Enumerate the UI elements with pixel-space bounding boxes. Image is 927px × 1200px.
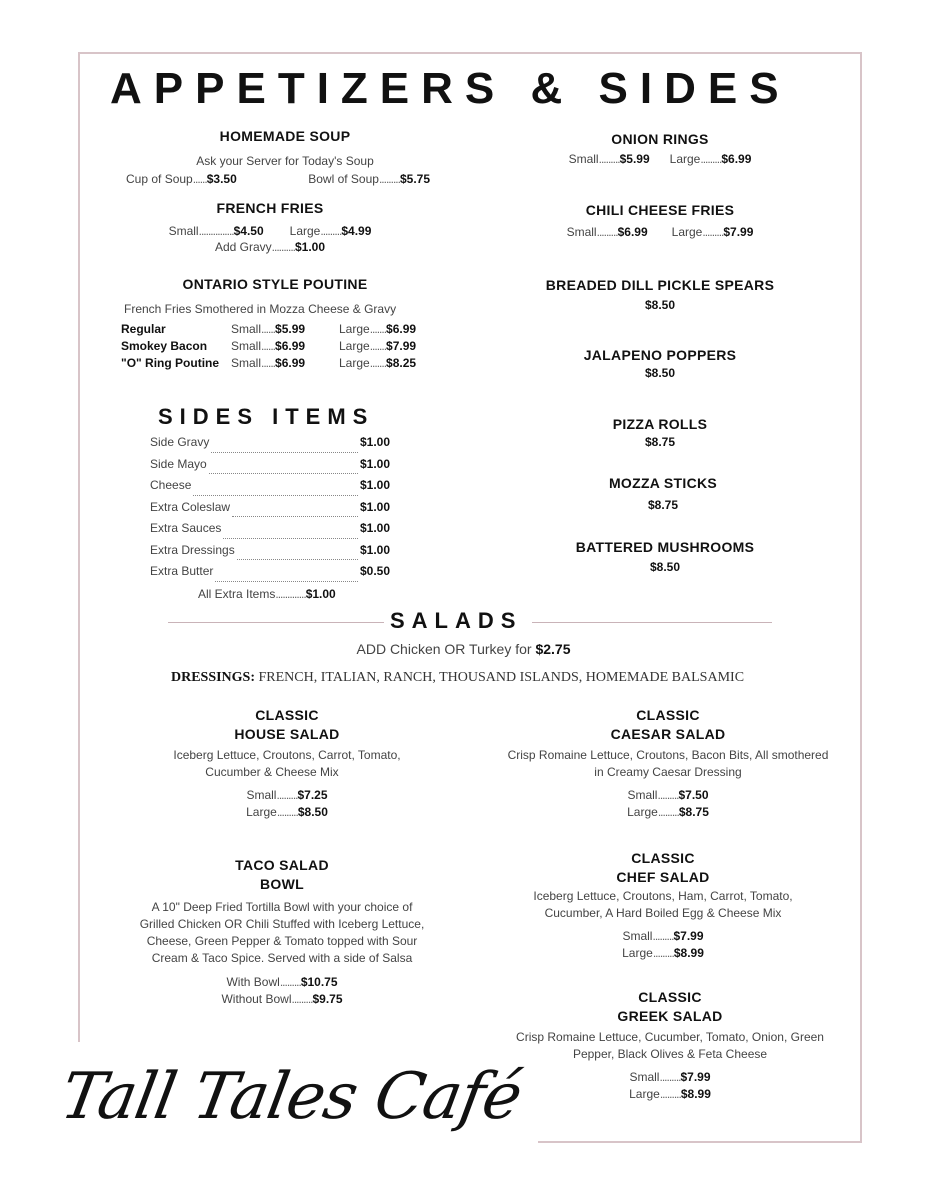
all-extra-label: All Extra Items xyxy=(198,587,276,601)
side-row xyxy=(150,435,390,457)
size-large: Large xyxy=(627,805,658,819)
dressings-line xyxy=(0,670,915,686)
gravy-label: Add Gravy xyxy=(214,240,272,254)
small-price: $7.50 xyxy=(678,788,709,802)
salad-desc: Iceberg Lettuce, Croutons, Carrot, Tomato, xyxy=(173,748,401,762)
side-row xyxy=(150,500,390,522)
french-fries xyxy=(110,200,430,254)
size-large: Large xyxy=(339,322,370,336)
size-large: Large xyxy=(246,805,277,819)
small-price: $7.25 xyxy=(297,788,328,802)
size-small: Small xyxy=(566,225,597,239)
without-bowl-price: $9.75 xyxy=(312,992,343,1006)
salad-desc: Iceberg Lettuce, Croutons, Ham, Carrot, Tomato, xyxy=(533,889,793,903)
size-small: Small xyxy=(231,356,262,370)
frame-top xyxy=(78,52,862,54)
small-row: Small.........$7.25 xyxy=(246,788,328,802)
size-large: Large xyxy=(671,225,703,239)
side-row xyxy=(150,457,390,479)
item-price: $8.75 xyxy=(644,435,676,449)
side-row xyxy=(150,543,390,565)
item-name: CHILI CHEESE FRIES xyxy=(585,202,735,218)
bowl-price: $5.75 xyxy=(399,172,430,186)
large-price: $4.99 xyxy=(341,224,372,238)
homemade-soup xyxy=(110,128,460,186)
salad-line1: CLASSIC xyxy=(636,707,700,723)
side-name: Extra Coleslaw xyxy=(150,499,231,514)
small-price: $4.50 xyxy=(233,224,264,238)
cup-price: $3.50 xyxy=(206,172,237,186)
soup-prices: Cup of Soup......$3.50 Bowl of Soup.........$5.75 xyxy=(126,172,430,186)
small-price: $7.99 xyxy=(673,929,704,943)
small-price: $6.99 xyxy=(617,225,648,239)
large-price: $8.99 xyxy=(673,946,704,960)
item-price: $8.50 xyxy=(644,366,676,380)
salad-addon xyxy=(0,641,927,657)
item-price: $8.75 xyxy=(647,498,679,512)
chef-salad xyxy=(498,850,828,960)
side-row xyxy=(150,521,390,543)
without-bowl-label: Without Bowl xyxy=(221,992,292,1006)
side-price: $1.00 xyxy=(359,499,390,514)
salad-line2: CAESAR SALAD xyxy=(610,726,726,742)
salad-line2: GREEK SALAD xyxy=(617,1008,723,1024)
poutine-row: "O" Ring Poutine Small......$6.99 Large.......$8.25 xyxy=(121,356,417,370)
addon-text: ADD Chicken OR Turkey for xyxy=(356,641,532,657)
chili-prices: Small.........$6.99 Large.........$7.99 xyxy=(566,225,754,239)
sides-list xyxy=(150,435,390,586)
dill-pickle-spears xyxy=(530,277,790,312)
size-large: Large xyxy=(629,1087,660,1101)
large-price: $8.99 xyxy=(680,1087,711,1101)
size-small: Small xyxy=(622,929,653,943)
salad-desc: Pepper, Black Olives & Feta Cheese xyxy=(572,1047,768,1061)
taco-salad xyxy=(132,857,432,1006)
side-price: $1.00 xyxy=(359,521,390,535)
salad-line1: CLASSIC xyxy=(638,989,702,1005)
salad-line2: BOWL xyxy=(260,876,304,892)
large-price: $6.99 xyxy=(386,322,417,336)
small-row: Small.........$7.99 xyxy=(629,1070,711,1084)
cafe-logo: Tall Tales Café xyxy=(55,1060,527,1134)
size-large: Large xyxy=(289,224,321,238)
side-name: Extra Sauces xyxy=(150,521,222,535)
salad-line2: HOUSE SALAD xyxy=(234,726,340,742)
size-small: Small xyxy=(246,788,277,802)
item-name: FRENCH FRIES xyxy=(216,200,324,216)
dressings-list: FRENCH, ITALIAN, RANCH, THOUSAND ISLANDS, HOMEMADE BALSAMIC xyxy=(258,670,745,685)
size-small: Small xyxy=(629,1070,660,1084)
item-name: ONION RINGS xyxy=(611,131,709,147)
size-large: Large xyxy=(669,152,701,166)
side-row xyxy=(150,564,390,586)
gravy-price: $1.00 xyxy=(295,240,326,254)
size-large: Large xyxy=(339,356,370,370)
pizza-rolls xyxy=(530,416,790,449)
salads-heading: SALADS xyxy=(390,608,523,633)
poutine-row: Smokey Bacon Small......$6.99 Large.......$7.99 xyxy=(121,339,417,353)
item-name: HOMEMADE SOUP xyxy=(219,128,351,144)
salad-desc: in Creamy Caesar Dressing xyxy=(594,765,742,779)
item-name: MOZZA STICKS xyxy=(608,475,718,491)
poutine-name: Smokey Bacon xyxy=(121,339,208,353)
small-price: $6.99 xyxy=(275,339,306,353)
small-row: Small.........$7.99 xyxy=(622,929,704,943)
all-extra-price: $1.00 xyxy=(305,587,336,601)
size-large: Large xyxy=(622,946,653,960)
size-small: Small xyxy=(168,224,199,238)
side-price: $1.00 xyxy=(359,435,390,449)
poutine-rows xyxy=(121,322,440,370)
size-small: Small xyxy=(231,322,262,336)
large-row: Large.........$8.50 xyxy=(246,805,328,819)
item-name: JALAPENO POPPERS xyxy=(583,347,737,363)
without-bowl-row: Without Bowl.........$9.75 xyxy=(221,992,343,1006)
item-desc: Ask your Server for Today's Soup xyxy=(196,154,374,168)
large-price: $8.75 xyxy=(678,805,709,819)
dressings-label: DRESSINGS: xyxy=(170,670,255,685)
item-price: $8.50 xyxy=(649,560,681,574)
sides-heading: SIDES ITEMS xyxy=(158,404,375,429)
small-price: $5.99 xyxy=(619,152,650,166)
house-salad xyxy=(137,707,437,819)
salad-desc: A 10" Deep Fried Tortilla Bowl with your choice of xyxy=(151,900,413,914)
item-name: ONTARIO STYLE POUTINE xyxy=(182,276,368,292)
large-row: Large.........$8.99 xyxy=(622,946,704,960)
item-name: BATTERED MUSHROOMS xyxy=(575,539,755,555)
frame-left xyxy=(78,52,80,1042)
small-price: $5.99 xyxy=(275,322,306,336)
frame-right xyxy=(860,52,862,1142)
onion-rings xyxy=(530,131,790,166)
large-row: Large.........$8.75 xyxy=(627,805,709,819)
small-price: $7.99 xyxy=(680,1070,711,1084)
salad-desc: Cucumber, A Hard Boiled Egg & Cheese Mix xyxy=(544,906,782,920)
gravy-addon: Add Gravy..........$1.00 xyxy=(214,240,326,254)
salad-desc: Crisp Romaine Lettuce, Cucumber, Tomato, Onion, Green xyxy=(516,1030,824,1044)
poutine-name: "O" Ring Poutine xyxy=(121,356,220,370)
small-price: $6.99 xyxy=(275,356,306,370)
side-name: Extra Butter xyxy=(150,564,214,578)
salads-rule-right xyxy=(532,622,772,623)
large-price: $7.99 xyxy=(386,339,417,353)
salad-line1: TACO SALAD xyxy=(235,857,329,873)
large-price: $8.50 xyxy=(297,805,328,819)
item-price: $8.50 xyxy=(644,298,676,312)
addon-price: $2.75 xyxy=(535,641,571,657)
side-row xyxy=(150,478,390,500)
with-bowl-row: With Bowl.........$10.75 xyxy=(226,975,338,989)
ontario-poutine xyxy=(110,276,440,370)
poutine-row: Regular Small......$5.99 Large.......$6.99 xyxy=(121,322,417,336)
salad-desc: Cheese, Green Pepper & Tomato topped with Sour xyxy=(146,934,418,948)
side-price: $1.00 xyxy=(359,456,390,471)
side-name: Cheese xyxy=(150,478,192,492)
with-bowl-price: $10.75 xyxy=(300,975,338,989)
salad-line2: CHEF SALAD xyxy=(616,869,710,885)
page-title: APPETIZERS & SIDES xyxy=(110,64,791,113)
small-row: Small.........$7.50 xyxy=(627,788,709,802)
salad-desc: Cucumber & Cheese Mix xyxy=(205,765,339,779)
cup-label: Cup of Soup xyxy=(126,172,193,186)
salads-rule-left xyxy=(168,622,384,623)
item-name: BREADED DILL PICKLE SPEARS xyxy=(545,277,775,293)
greek-salad xyxy=(505,989,835,1101)
frame-bottom xyxy=(538,1141,862,1143)
large-price: $7.99 xyxy=(723,225,754,239)
side-name: Side Gravy xyxy=(150,435,210,449)
size-small: Small xyxy=(231,339,262,353)
side-price: $0.50 xyxy=(359,564,390,578)
chili-cheese-fries xyxy=(530,202,790,239)
battered-mushrooms xyxy=(535,539,795,574)
caesar-salad xyxy=(498,707,838,819)
side-name: Side Mayo xyxy=(150,456,207,471)
mozza-sticks xyxy=(533,475,793,512)
salad-desc: Crisp Romaine Lettuce, Croutons, Bacon Bits, All smothered xyxy=(507,748,829,762)
item-name: PIZZA ROLLS xyxy=(612,416,708,432)
jalapeno-poppers xyxy=(530,347,790,380)
side-price: $1.00 xyxy=(359,478,390,492)
onion-prices: Small.........$5.99 Large.........$6.99 xyxy=(568,152,752,166)
salad-desc: Grilled Chicken OR Chili Stuffed with Iceberg Lettuce, xyxy=(139,917,425,931)
side-name: Extra Dressings xyxy=(150,542,235,557)
with-bowl-label: With Bowl xyxy=(226,975,280,989)
salad-desc: Cream & Taco Spice. Served with a side of Salsa xyxy=(151,951,413,965)
fries-prices: Small...............$4.50 Large.........$4.99 xyxy=(168,224,372,238)
large-price: $8.25 xyxy=(386,356,417,370)
large-price: $6.99 xyxy=(721,152,752,166)
salad-line1: CLASSIC xyxy=(255,707,319,723)
poutine-name: Regular xyxy=(121,322,166,336)
side-price: $1.00 xyxy=(359,542,390,557)
item-desc: French Fries Smothered in Mozza Cheese & Gravy xyxy=(124,302,397,316)
all-extra-items: All Extra Items.............$1.00 xyxy=(198,587,336,601)
salad-line1: CLASSIC xyxy=(631,850,695,866)
size-small: Small xyxy=(627,788,658,802)
size-small: Small xyxy=(568,152,599,166)
bowl-label: Bowl of Soup xyxy=(308,172,379,186)
size-large: Large xyxy=(339,339,370,353)
large-row: Large.........$8.99 xyxy=(629,1087,711,1101)
